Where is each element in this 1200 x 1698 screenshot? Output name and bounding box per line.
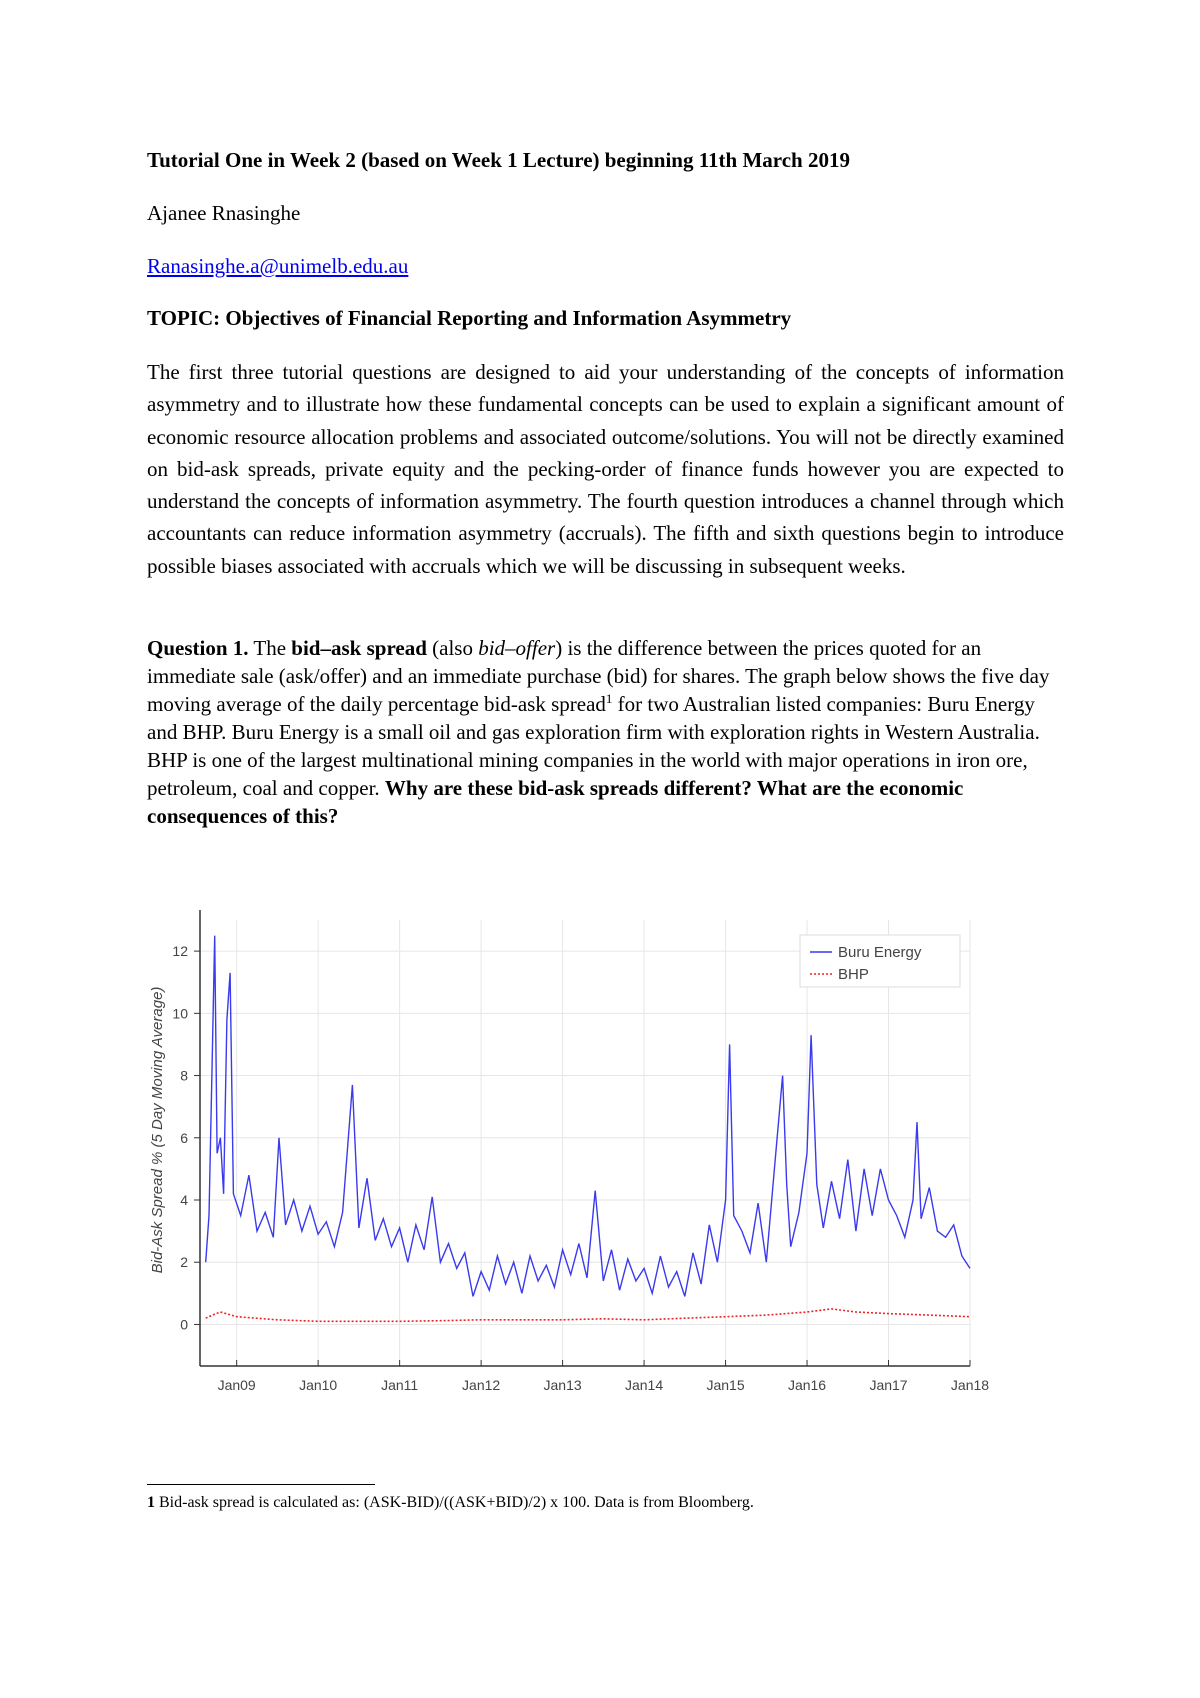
document-title: Tutorial One in Week 2 (based on Week 1 Lecture) beginning 11th March 2019 xyxy=(147,148,850,172)
question-1-text-d: for two Australian listed companies: Buru Energy and BHP. Buru Energy is a small oil and gas exploration firm with exploration rights in Western Australia. BHP is one of the largest multinational mining companies in the world with major operations in iron ore, petroleum, coal and copper. xyxy=(147,692,1040,800)
legend-box xyxy=(800,935,960,987)
question-1-text-a: The xyxy=(248,636,292,660)
question-1-text-b: (also xyxy=(426,636,479,660)
y-tick-label: 12 xyxy=(172,943,188,960)
x-tick-label: Jan17 xyxy=(869,1377,908,1393)
question-1-label: Question 1. xyxy=(147,636,249,660)
y-tick-label: 0 xyxy=(180,1316,188,1333)
bid-ask-spread-term: bid–ask spread xyxy=(291,636,427,660)
bid-ask-spread-chart xyxy=(140,900,990,1400)
legend-entry: Buru Energy xyxy=(838,944,922,961)
footnote-separator xyxy=(147,1484,375,1485)
x-tick-label: Jan15 xyxy=(706,1377,745,1393)
legend-entry: BHP xyxy=(838,966,869,983)
bhp-series-line xyxy=(206,1309,970,1321)
topic-heading: TOPIC: Objectives of Financial Reporting and Information Asymmetry xyxy=(147,306,792,330)
question-1-text-c: ) is the difference between the prices quoted for an immediate sale (ask/offer) and an immediate purchase (bid) for shares. The graph below shows the five day moving average of the daily percentage bid-ask spread xyxy=(147,636,1050,716)
x-tick-label: Jan09 xyxy=(217,1377,256,1393)
question-1-prompt: Why are these bid-ask spreads different? What are the economic consequences of this? xyxy=(147,776,964,828)
x-tick-label: Jan18 xyxy=(950,1377,990,1393)
y-tick-label: 6 xyxy=(180,1129,188,1146)
email-link[interactable]: Ranasinghe.a@unimelb.edu.au xyxy=(147,254,409,278)
footnote xyxy=(147,1494,754,1512)
intro-paragraph: The first three tutorial questions are designed to aid your understanding of the concepts of information asymmetry and to illustrate how these fundamental concepts can be used to explain a significant amount of economic resource allocation problems and associated outcome/solutions. You will not be directly examined on bid-ask spreads, private equity and the pecking-order of finance funds however you are expected to understand the concepts of information asymmetry. The fourth question introduces a channel through which accountants can reduce information asymmetry (accruals). The fifth and sixth questions begin to introduce possible biases associated with accruals which we will be discussing in subsequent weeks. xyxy=(147,360,1064,578)
footnote-reference[interactable]: 1 xyxy=(605,691,613,706)
y-tick-label: 10 xyxy=(172,1005,188,1022)
y-tick-label: 8 xyxy=(180,1067,188,1084)
buru-energy-series-line xyxy=(206,936,970,1297)
x-tick-label: Jan11 xyxy=(381,1377,419,1393)
y-tick-label: 2 xyxy=(180,1254,188,1271)
x-tick-label: Jan12 xyxy=(462,1377,501,1393)
question-1-paragraph xyxy=(147,634,1064,830)
footnote-number: 1 xyxy=(147,1494,155,1511)
bid-offer-term: bid–offer xyxy=(478,636,556,660)
footnote-text: Bid-ask spread is calculated as: (ASK-BID)/((ASK+BID)/2) x 100. Data is from Bloomberg. xyxy=(155,1494,754,1511)
x-tick-label: Jan13 xyxy=(543,1377,582,1393)
y-axis-label: Bid-Ask Spread % (5 Day Moving Average) xyxy=(149,986,166,1274)
y-tick-label: 4 xyxy=(180,1192,188,1208)
x-tick-label: Jan14 xyxy=(624,1377,664,1393)
x-tick-label: Jan16 xyxy=(787,1377,827,1393)
x-tick-label: Jan10 xyxy=(299,1377,338,1393)
author-name: Ajanee Rnasinghe xyxy=(147,201,301,225)
